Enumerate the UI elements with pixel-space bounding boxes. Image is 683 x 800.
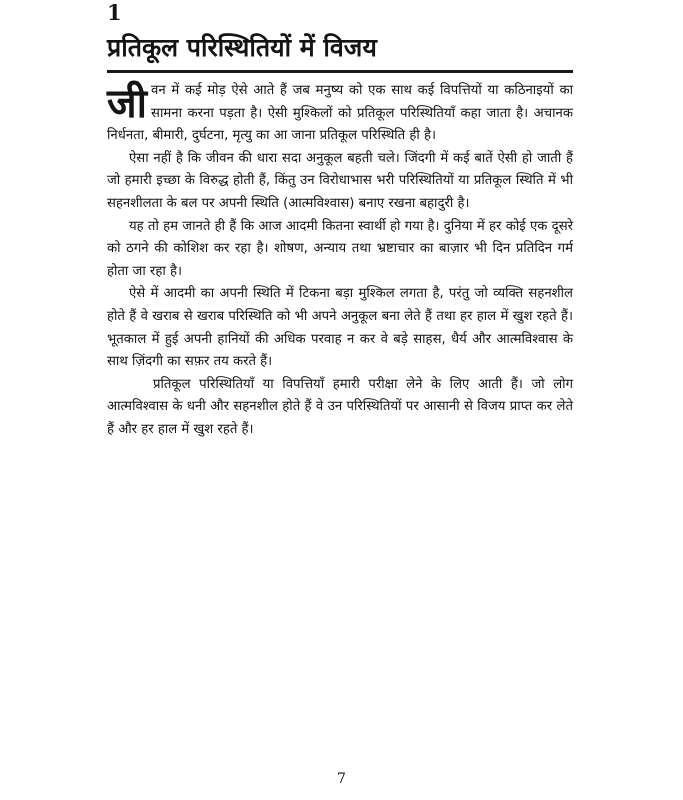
paragraph-3: यह तो हम जानते ही हैं कि आज आदमी कितना स्वार्थी हो गया है। दुनिया में हर कोई एक दूसरे को ठगने की कोशिश कर रहा है। शोषण, अन्याय तथा भ्रष्टाचार का बाज़ार भी दिन प्रतिदिन गर्म होता जा रहा है। (107, 218, 573, 279)
title-underline (107, 70, 573, 73)
chapter-title: प्रतिकूल परिस्थितियों में विजय (107, 33, 377, 62)
chapter-number: 1 (107, 0, 122, 25)
paragraph-4: ऐसे में आदमी का अपनी स्थिति में टिकना बड़ा मुश्किल लगता है, परंतु जो व्यक्ति सहनशील होते हैं वे खराब से खराब परिस्थिति को भी अपने अनुकूल बना लेते हैं तथा हर हाल में खुश रहते हैं। भूतकाल में हुई अपनी हानियों की अधिक परवाह न कर वे बड़े साहस, धैर्य और आत्मविश्वास के साथ ज़िंदगी का सफ़र तय करते हैं। (107, 286, 573, 370)
paragraph-5: प्रतिकूल परिस्थितियाँ या विपत्तियाँ हमारी परीक्षा लेने के लिए आती हैं। जो लोग आत्मविश्वास के धनी और सहनशील होते हैं वे उन परिस्थितियों पर आसानी से विजय प्राप्त कर लेते हैं और हर हाल में खुश रहते हैं। (107, 376, 573, 437)
paragraph-2: ऐसा नहीं है कि जीवन की धारा सदा अनुकूल बहती चले। जिंदगी में कई बातें ऐसी हो जाती हैं जो हमारी इच्छा के विरुद्ध होती हैं, किंतु उन विरोधाभास भरी परिस्थितियों या प्रतिकूल स्थिति में भी सहनशीलता के बल पर अपनी स्थिति (आत्मविश्वास) बनाए रखना बहादुरी है। (107, 150, 573, 211)
paragraph-1-text: वन में कई मोड़ ऐसे आते हैं जब मनुष्य को एक साथ कई विपत्तियों या कठिनाइयों का सामना करना पड़ता है। ऐसी मुश्किलों को प्रतिकूल परिस्थितियाँ कहा जाता है। अचानक निर्धनता, बीमारी, दुर्घटना, मृत्यु का आ जाना प्रतिकूल परिस्थिति ही है। (107, 83, 573, 144)
paragraph-1 (107, 80, 573, 148)
drop-cap: जी (107, 81, 148, 127)
page-number: 7 (337, 771, 346, 787)
chapter-body (107, 80, 573, 442)
